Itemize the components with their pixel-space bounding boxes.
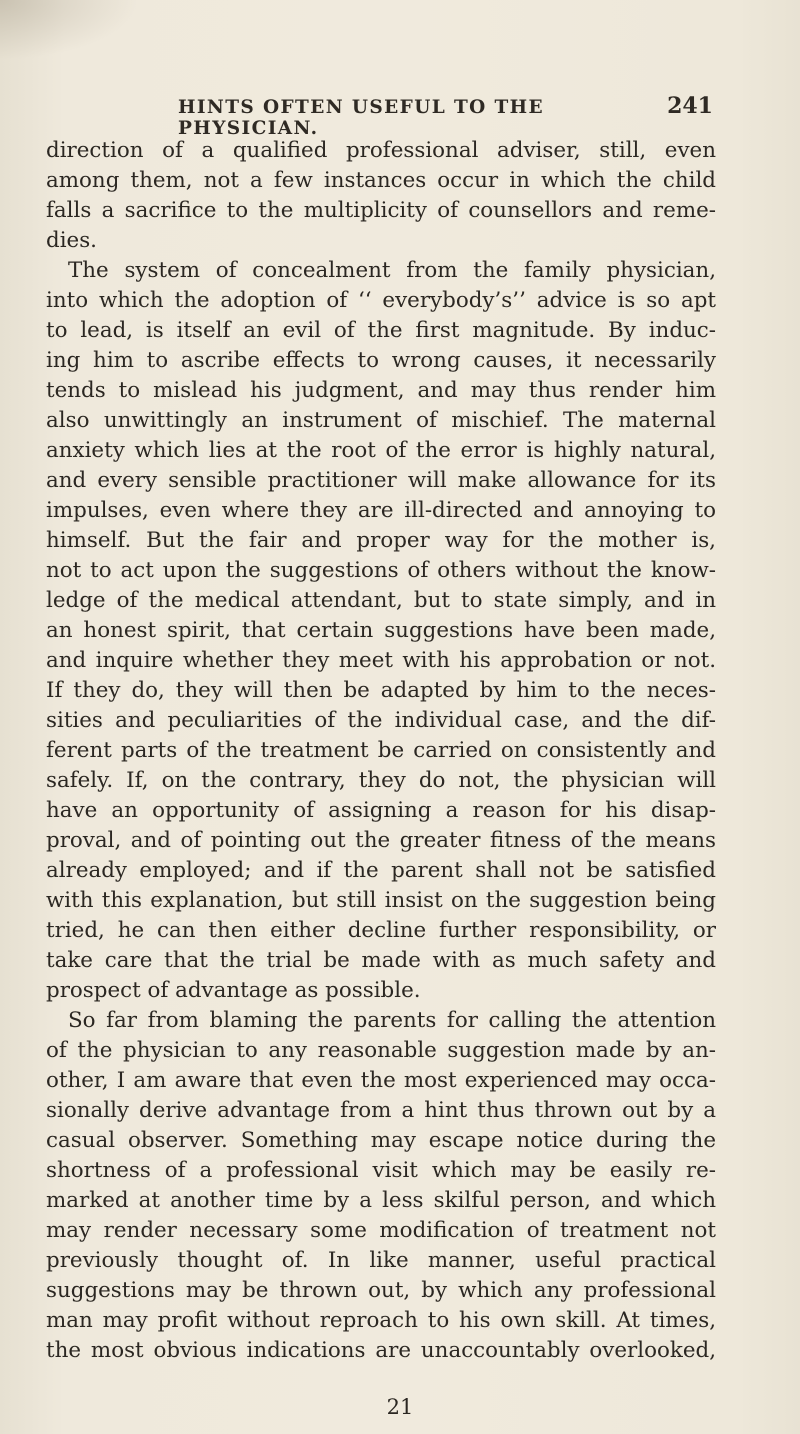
running-head: HINTS OFTEN USEFUL TO THE PHYSICIAN. <box>178 97 545 139</box>
text-line: If they do, they will then be adapted by him to the neces- <box>46 678 716 703</box>
text-line: ledge of the medical attendant, but to state simply, and in <box>46 588 716 613</box>
text-line: ing him to ascribe effects to wrong causes, it necessarily <box>46 348 716 373</box>
text-line: and inquire whether they meet with his approbation or not. <box>46 648 716 673</box>
text-line: marked at another time by a less skilful person, and which <box>46 1188 716 1213</box>
text-line: impulses, even where they are ill-directed and annoying to <box>46 498 716 523</box>
text-line: anxiety which lies at the root of the error is highly natural, <box>46 438 716 463</box>
text-line: other, I am aware that even the most experienced may occa- <box>46 1068 716 1093</box>
signature-mark: 21 <box>386 1395 414 1419</box>
text-line: and every sensible practitioner will make allowance for its <box>46 468 716 493</box>
text-line: already employed; and if the parent shall not be satisfied <box>46 858 716 883</box>
paragraph-first-line: So far from blaming the parents for calling the attention <box>68 1008 716 1033</box>
text-line: falls a sacrifice to the multiplicity of counsellors and reme- <box>46 198 716 223</box>
text-line: tends to mislead his judgment, and may thus render him <box>46 378 716 403</box>
text-line: the most obvious indications are unaccountably overlooked, <box>46 1338 716 1363</box>
page-number: 241 <box>667 93 713 119</box>
text-line: to lead, is itself an evil of the first magnitude. By induc- <box>46 318 716 343</box>
text-line: man may profit without reproach to his own skill. At times, <box>46 1308 716 1333</box>
text-line: of the physician to any reasonable suggestion made by an- <box>46 1038 716 1063</box>
text-line: direction of a qualified professional adviser, still, even <box>46 138 716 163</box>
text-line: with this explanation, but still insist on the suggestion being <box>46 888 716 913</box>
text-line: tried, he can then either decline further responsibility, or <box>46 918 716 943</box>
text-line: into which the adoption of ‘‘ everybody’s’’ advice is so apt <box>46 288 716 313</box>
text-line: sities and peculiarities of the individual case, and the dif- <box>46 708 716 733</box>
body-text <box>46 136 716 1366</box>
text-line: not to act upon the suggestions of others without the know- <box>46 558 716 583</box>
text-line: take care that the trial be made with as much safety and <box>46 948 716 973</box>
text-line: casual observer. Something may escape notice during the <box>46 1128 716 1153</box>
text-line: ferent parts of the treatment be carried on consistently and <box>46 738 716 763</box>
paragraph-first-line: The system of concealment from the family physician, <box>68 258 716 283</box>
text-line: an honest spirit, that certain suggestions have been made, <box>46 618 716 643</box>
page-corner-shadow <box>0 0 140 60</box>
text-line: proval, and of pointing out the greater fitness of the means <box>46 828 716 853</box>
text-line: sionally derive advantage from a hint thus thrown out by a <box>46 1098 716 1123</box>
text-line: also unwittingly an instrument of mischief. The maternal <box>46 408 716 433</box>
page-header <box>178 93 713 139</box>
text-line: may render necessary some modification of treatment not <box>46 1218 716 1243</box>
text-line: prospect of advantage as possible. <box>46 978 421 1003</box>
text-line: shortness of a professional visit which may be easily re- <box>46 1158 716 1183</box>
text-line: suggestions may be thrown out, by which any professional <box>46 1278 716 1303</box>
text-line: have an opportunity of assigning a reason for his disap- <box>46 798 716 823</box>
text-line: previously thought of. In like manner, useful practical <box>46 1248 716 1273</box>
text-line: dies. <box>46 228 97 253</box>
text-line: among them, not a few instances occur in which the child <box>46 168 716 193</box>
text-line: himself. But the fair and proper way for the mother is, <box>46 528 716 553</box>
text-line: safely. If, on the contrary, they do not, the physician will <box>46 768 716 793</box>
